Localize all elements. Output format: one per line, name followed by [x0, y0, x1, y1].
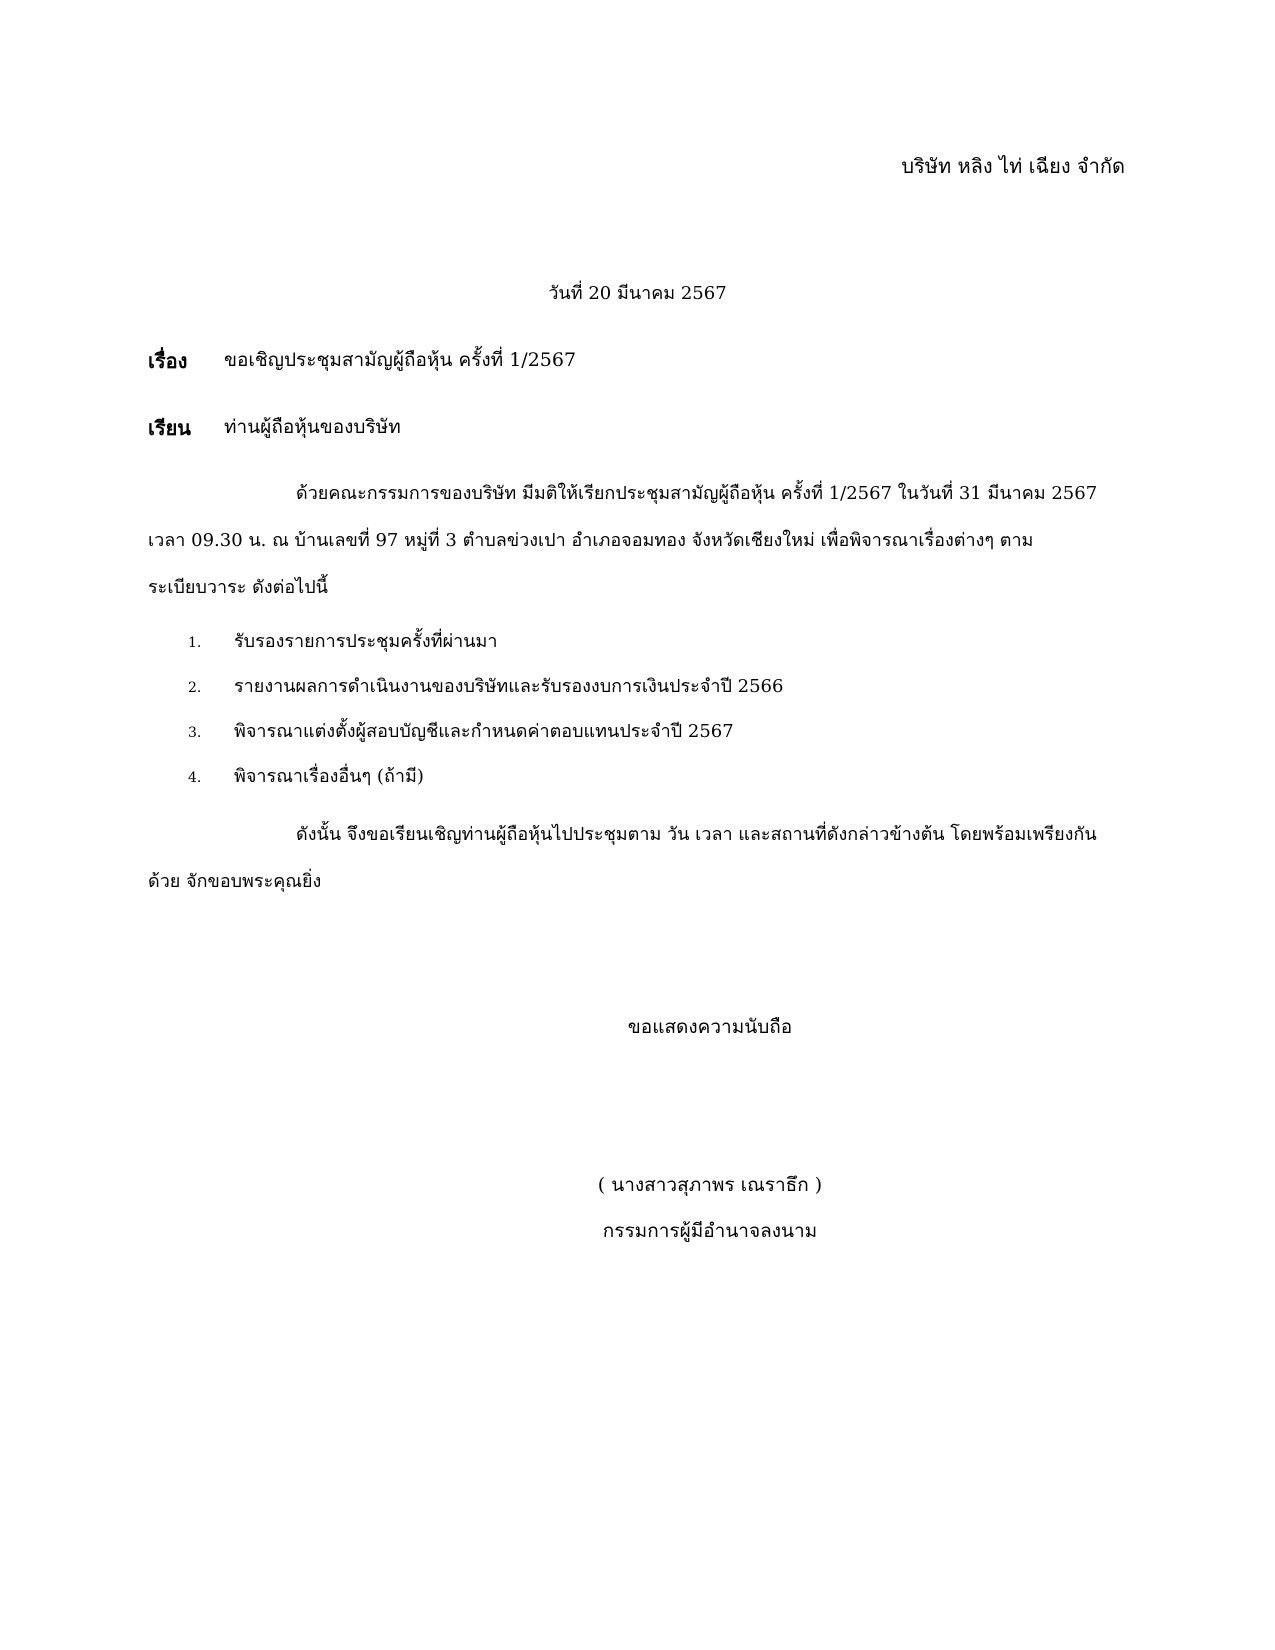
recipient-label: เรียน: [148, 416, 191, 440]
agenda-text: พิจารณาเรื่องอื่นๆ (ถ้ามี): [234, 766, 424, 787]
signatory-name: ( นางสาวสุภาพร เณราธึก ): [597, 1174, 823, 1196]
closing-paragraph: ดังนั้น จึงขอเรียนเชิญท่านผู้ถือหุ้นไปประชุมตาม วัน เวลา และสถานที่ดังกล่าวข้างต้น โดยพร้อมเพรียงกัน ด้วย จักขอบพระคุณยิ่ง: [148, 824, 1097, 892]
agenda-text: พิจารณาแต่งตั้งผู้สอบบัญชีและกำหนดค่าตอบแทนประจำปี 2567: [234, 721, 734, 742]
closing-salutation: ขอแสดงความนับถือ: [627, 1016, 793, 1038]
agenda-number: 3.: [188, 725, 202, 741]
agenda-item: [148, 671, 783, 716]
agenda-number: 2.: [188, 680, 202, 696]
intro-paragraph: ด้วยคณะกรรมการของบริษัท มีมติให้เรียกประชุมสามัญผู้ถือหุ้น ครั้งที่ 1/2567 ในวันที่ 31 มีนาคม 2567 เวลา 09.30 น. ณ บ้านเลขที่ 97 หมู่ที่ 3 ตำบลข่วงเปา อำเภอจอมทอง จังหวัดเชียงใหม่ เพื่อพิจารณาเรื่องต่างๆ ตามระเบียบวาระ ดังต่อไปนี้: [148, 483, 1098, 598]
signatory-title: กรรมการผู้มีอำนาจลงนาม: [602, 1220, 818, 1242]
company-name: บริษัท หลิง ไท่ เฉียง จำกัด: [901, 154, 1125, 178]
agenda-number: 4.: [188, 770, 202, 786]
letter-date: วันที่ 20 มีนาคม 2567: [548, 283, 727, 304]
agenda-item: [148, 761, 783, 806]
recipient-text: ท่านผู้ถือหุ้นของบริษัท: [224, 416, 401, 438]
agenda-item: [148, 626, 783, 671]
agenda-text: รายงานผลการดำเนินงานของบริษัทและรับรองงบการเงินประจำปี 2566: [234, 676, 784, 697]
agenda-list: [148, 626, 783, 806]
subject-label: เรื่อง: [148, 349, 188, 373]
agenda-text: รับรองรายการประชุมครั้งที่ผ่านมา: [234, 631, 498, 652]
subject-text: ขอเชิญประชุมสามัญผู้ถือหุ้น ครั้งที่ 1/2567: [224, 349, 577, 371]
agenda-item: [148, 716, 783, 761]
agenda-number: 1.: [188, 635, 202, 651]
